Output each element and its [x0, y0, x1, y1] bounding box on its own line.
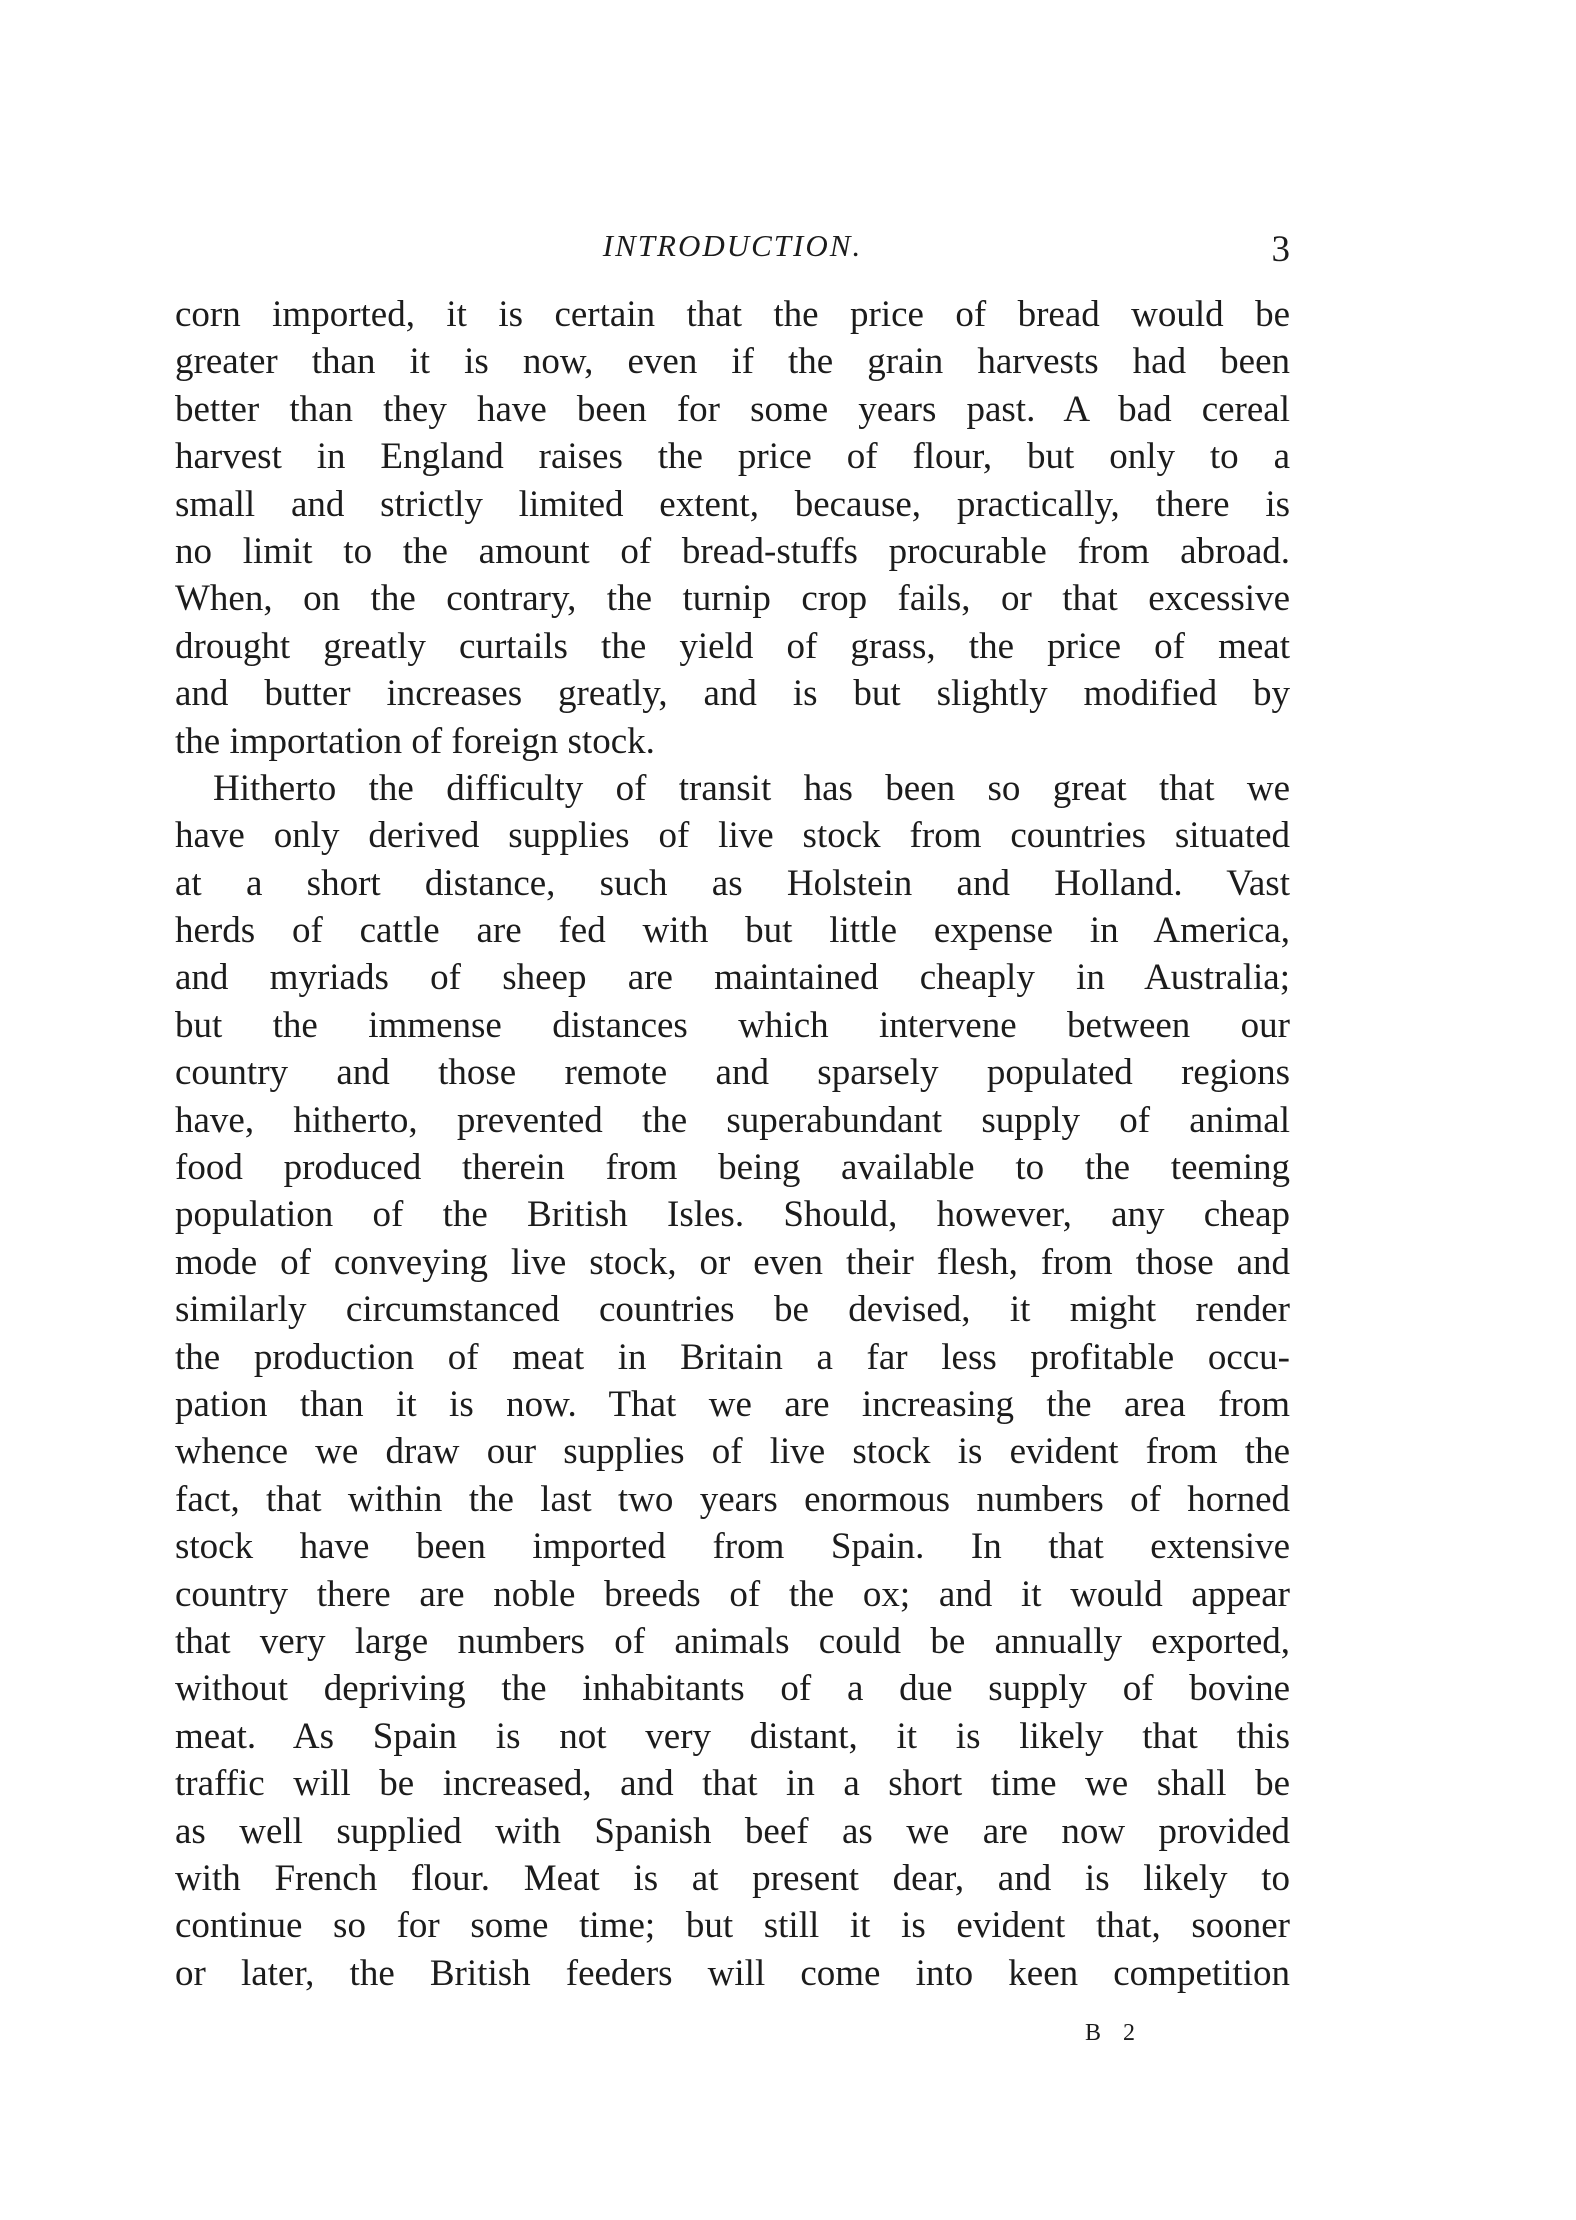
running-head: [175, 228, 1290, 278]
text-line: greater than it is now, even if the grain harvests had been: [175, 341, 1290, 383]
text-line: herds of cattle are fed with but little expense in America,: [175, 910, 1290, 952]
text-line: country and those remote and sparsely populated regions: [175, 1052, 1290, 1094]
page-number: 3: [1271, 229, 1290, 270]
text-line: fact, that within the last two years enormous numbers of horned: [175, 1478, 1290, 1520]
text-line: similarly circumstanced countries be devised, it might render: [175, 1289, 1290, 1331]
text-line: but the immense distances which intervene between our: [175, 1004, 1290, 1046]
text-line: and butter increases greatly, and is but slightly modified by: [175, 673, 1290, 715]
text-line: have, hitherto, prevented the superabundant supply of animal: [175, 1099, 1290, 1141]
text-line: When, on the contrary, the turnip crop fails, or that excessive: [175, 578, 1290, 620]
text-line: mode of conveying live stock, or even their flesh, from those and: [175, 1241, 1290, 1283]
text-line: corn imported, it is certain that the price of bread would be: [175, 294, 1290, 335]
text-line: harvest in England raises the price of flour, but only to a: [175, 436, 1290, 478]
text-line: Hitherto the difficulty of transit has been so great that we: [213, 767, 1290, 809]
text-line: stock have been imported from Spain. In that extensive: [175, 1526, 1290, 1568]
text-line: pation than it is now. That we are increasing the area from: [175, 1383, 1290, 1425]
body-text: [175, 291, 1290, 1997]
text-line: no limit to the amount of bread-stuffs procurable from abroad.: [175, 530, 1290, 572]
text-line: that very large numbers of animals could be annually exported,: [175, 1620, 1290, 1662]
text-line: the production of meat in Britain a far less profitable occu-: [175, 1336, 1290, 1378]
text-line: country there are noble breeds of the ox; and it would appear: [175, 1573, 1290, 1615]
text-line: population of the British Isles. Should, however, any cheap: [175, 1194, 1290, 1236]
text-line: without depriving the inhabitants of a due supply of bovine: [175, 1668, 1290, 1710]
text-line: with French flour. Meat is at present dear, and is likely to: [175, 1857, 1290, 1899]
text-line: meat. As Spain is not very distant, it is likely that this: [175, 1715, 1290, 1757]
text-line: and myriads of sheep are maintained cheaply in Australia;: [175, 957, 1290, 999]
text-line: or later, the British feeders will come into keen competition: [175, 1952, 1290, 1994]
text-line: whence we draw our supplies of live stock is evident from the: [175, 1431, 1290, 1473]
text-line: the importation of foreign stock.: [175, 720, 655, 762]
text-line: as well supplied with Spanish beef as we are now provided: [175, 1810, 1290, 1852]
text-line: at a short distance, such as Holstein and Holland. Vast: [175, 862, 1290, 904]
running-title: INTRODUCTION.: [602, 228, 863, 263]
text-line: drought greatly curtails the yield of grass, the price of meat: [175, 625, 1290, 667]
text-line: continue so for some time; but still it is evident that, sooner: [175, 1905, 1290, 1947]
text-line: small and strictly limited extent, because, practically, there is: [175, 483, 1290, 525]
signature-mark: B 2: [1085, 2020, 1144, 2046]
text-line: traffic will be increased, and that in a short time we shall be: [175, 1763, 1290, 1805]
text-line: better than they have been for some years past. A bad cereal: [175, 388, 1290, 430]
text-line: have only derived supplies of live stock from countries situated: [175, 815, 1290, 857]
text-line: food produced therein from being available to the teeming: [175, 1147, 1290, 1189]
